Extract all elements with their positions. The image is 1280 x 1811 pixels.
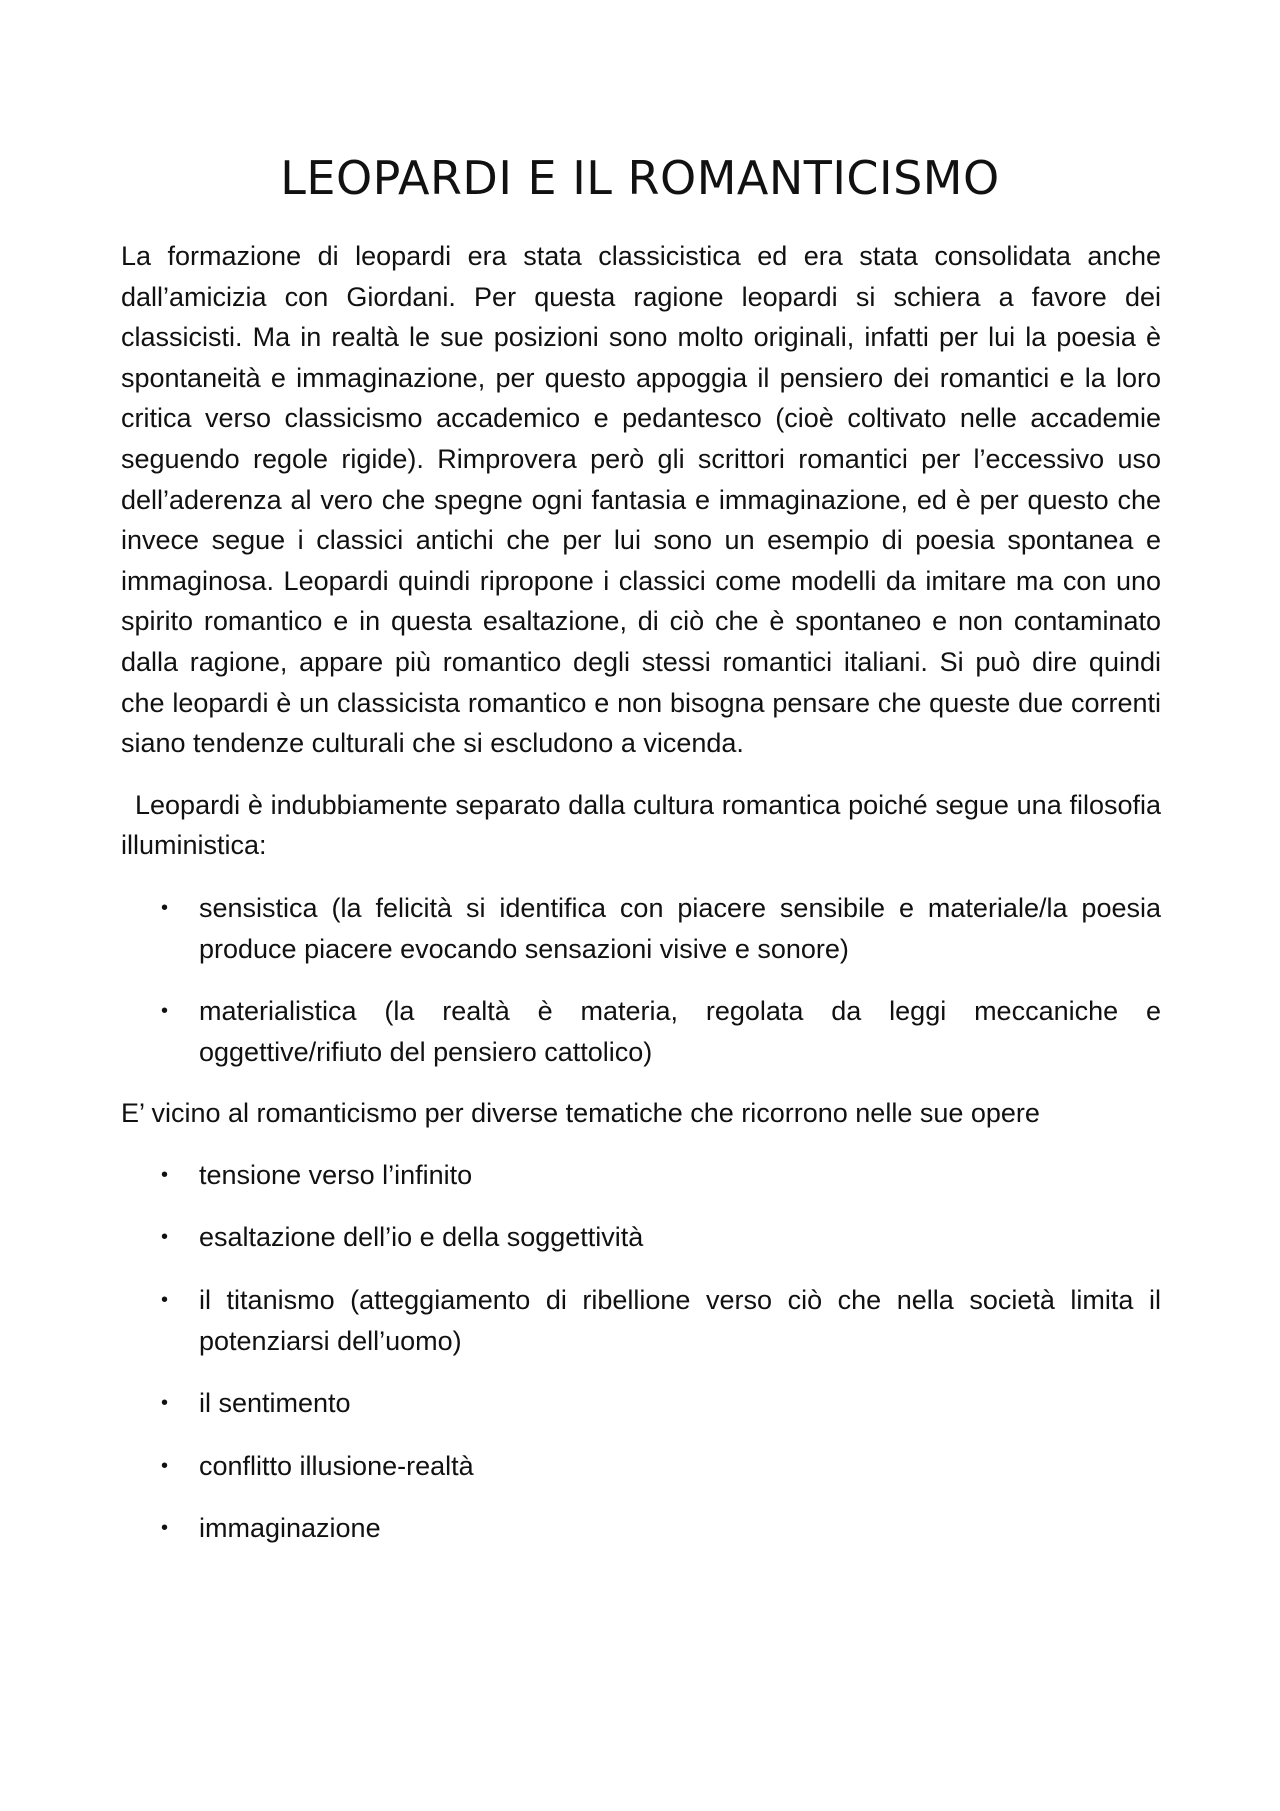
list-item-text: immaginazione <box>199 1513 381 1544</box>
list-item <box>121 991 1161 1072</box>
paragraph-themes: E’ vicino al romanticismo per diverse tematiche che ricorrono nelle sue opere <box>121 1098 1040 1129</box>
list-item-text: materialistica (la realtà è materia, regolata da leggi meccaniche e oggettive/rifiuto del pensiero cattolico) <box>199 996 1161 1067</box>
list-item <box>121 1217 1161 1258</box>
list-item <box>121 1280 1161 1361</box>
list-item <box>121 1155 1161 1196</box>
paragraph-intro: La formazione di leopardi era stata classicistica ed era stata consolidata anche dall’amicizia con Giordani. Per questa ragione leopardi si schiera a favore dei classicisti. Ma in realtà le sue posizioni sono molto originali, infatti per lui la poesia è spontaneità e immaginazione, per questo appoggia il pensiero dei romantici e la loro critica verso classicismo accademico e pedantesco (cioè coltivato nelle accademie seguendo regole rigide). Rimprovera però gli scrittori romantici per l’eccessivo uso dell’aderenza al vero che spegne ogni fantasia e immaginazione, ed è per questo che invece segue i classici antichi che per lui sono un esempio di poesia spontanea e immaginosa. Leopardi quindi ripropone i classici come modelli da imitare ma con uno spirito romantico e in questa esaltazione, di ciò che è spontaneo e non contaminato dalla ragione, appare più romantico degli stessi romantici italiani. Si può dire quindi che leopardi è un classicista romantico e non bisogna pensare che queste due correnti siano tendenze culturali che si escludono a vicenda. <box>121 241 1161 759</box>
list-item <box>121 888 1161 969</box>
bullet-icon: • <box>161 1163 169 1186</box>
bullet-icon: • <box>161 896 169 919</box>
bullet-icon: • <box>161 1454 169 1477</box>
bullet-icon: • <box>161 1226 169 1249</box>
list-philosophy <box>121 888 1161 1072</box>
list-item <box>121 1383 1161 1424</box>
bullet-icon: • <box>161 1000 169 1023</box>
list-item-text: conflitto illusione-realtà <box>199 1450 474 1481</box>
document-body <box>121 236 1161 1549</box>
list-themes <box>121 1155 1161 1549</box>
list-item-text: il titanismo (atteggiamento di ribellione verso ciò che nella società limita il potenziarsi dell’uomo) <box>199 1285 1161 1356</box>
list-item <box>121 1508 1161 1549</box>
document-title: LEOPARDI E IL ROMANTICISMO <box>280 151 1000 205</box>
paragraph-illuminismo: Leopardi è indubbiamente separato dalla cultura romantica poiché segue una filosofia illuministica: <box>121 789 1161 861</box>
list-item-text: esaltazione dell’io e della soggettività <box>199 1222 644 1253</box>
list-item-text: tensione verso l’infinito <box>199 1159 473 1190</box>
bullet-icon: • <box>161 1392 169 1415</box>
list-item-text: il sentimento <box>199 1388 351 1419</box>
list-item-text: sensistica (la felicità si identifica con piacere sensibile e materiale/la poesia produce piacere evocando sensazioni visive e sonore) <box>199 892 1161 964</box>
list-item <box>121 1446 1161 1487</box>
bullet-icon: • <box>161 1517 169 1540</box>
bullet-icon: • <box>161 1289 169 1312</box>
